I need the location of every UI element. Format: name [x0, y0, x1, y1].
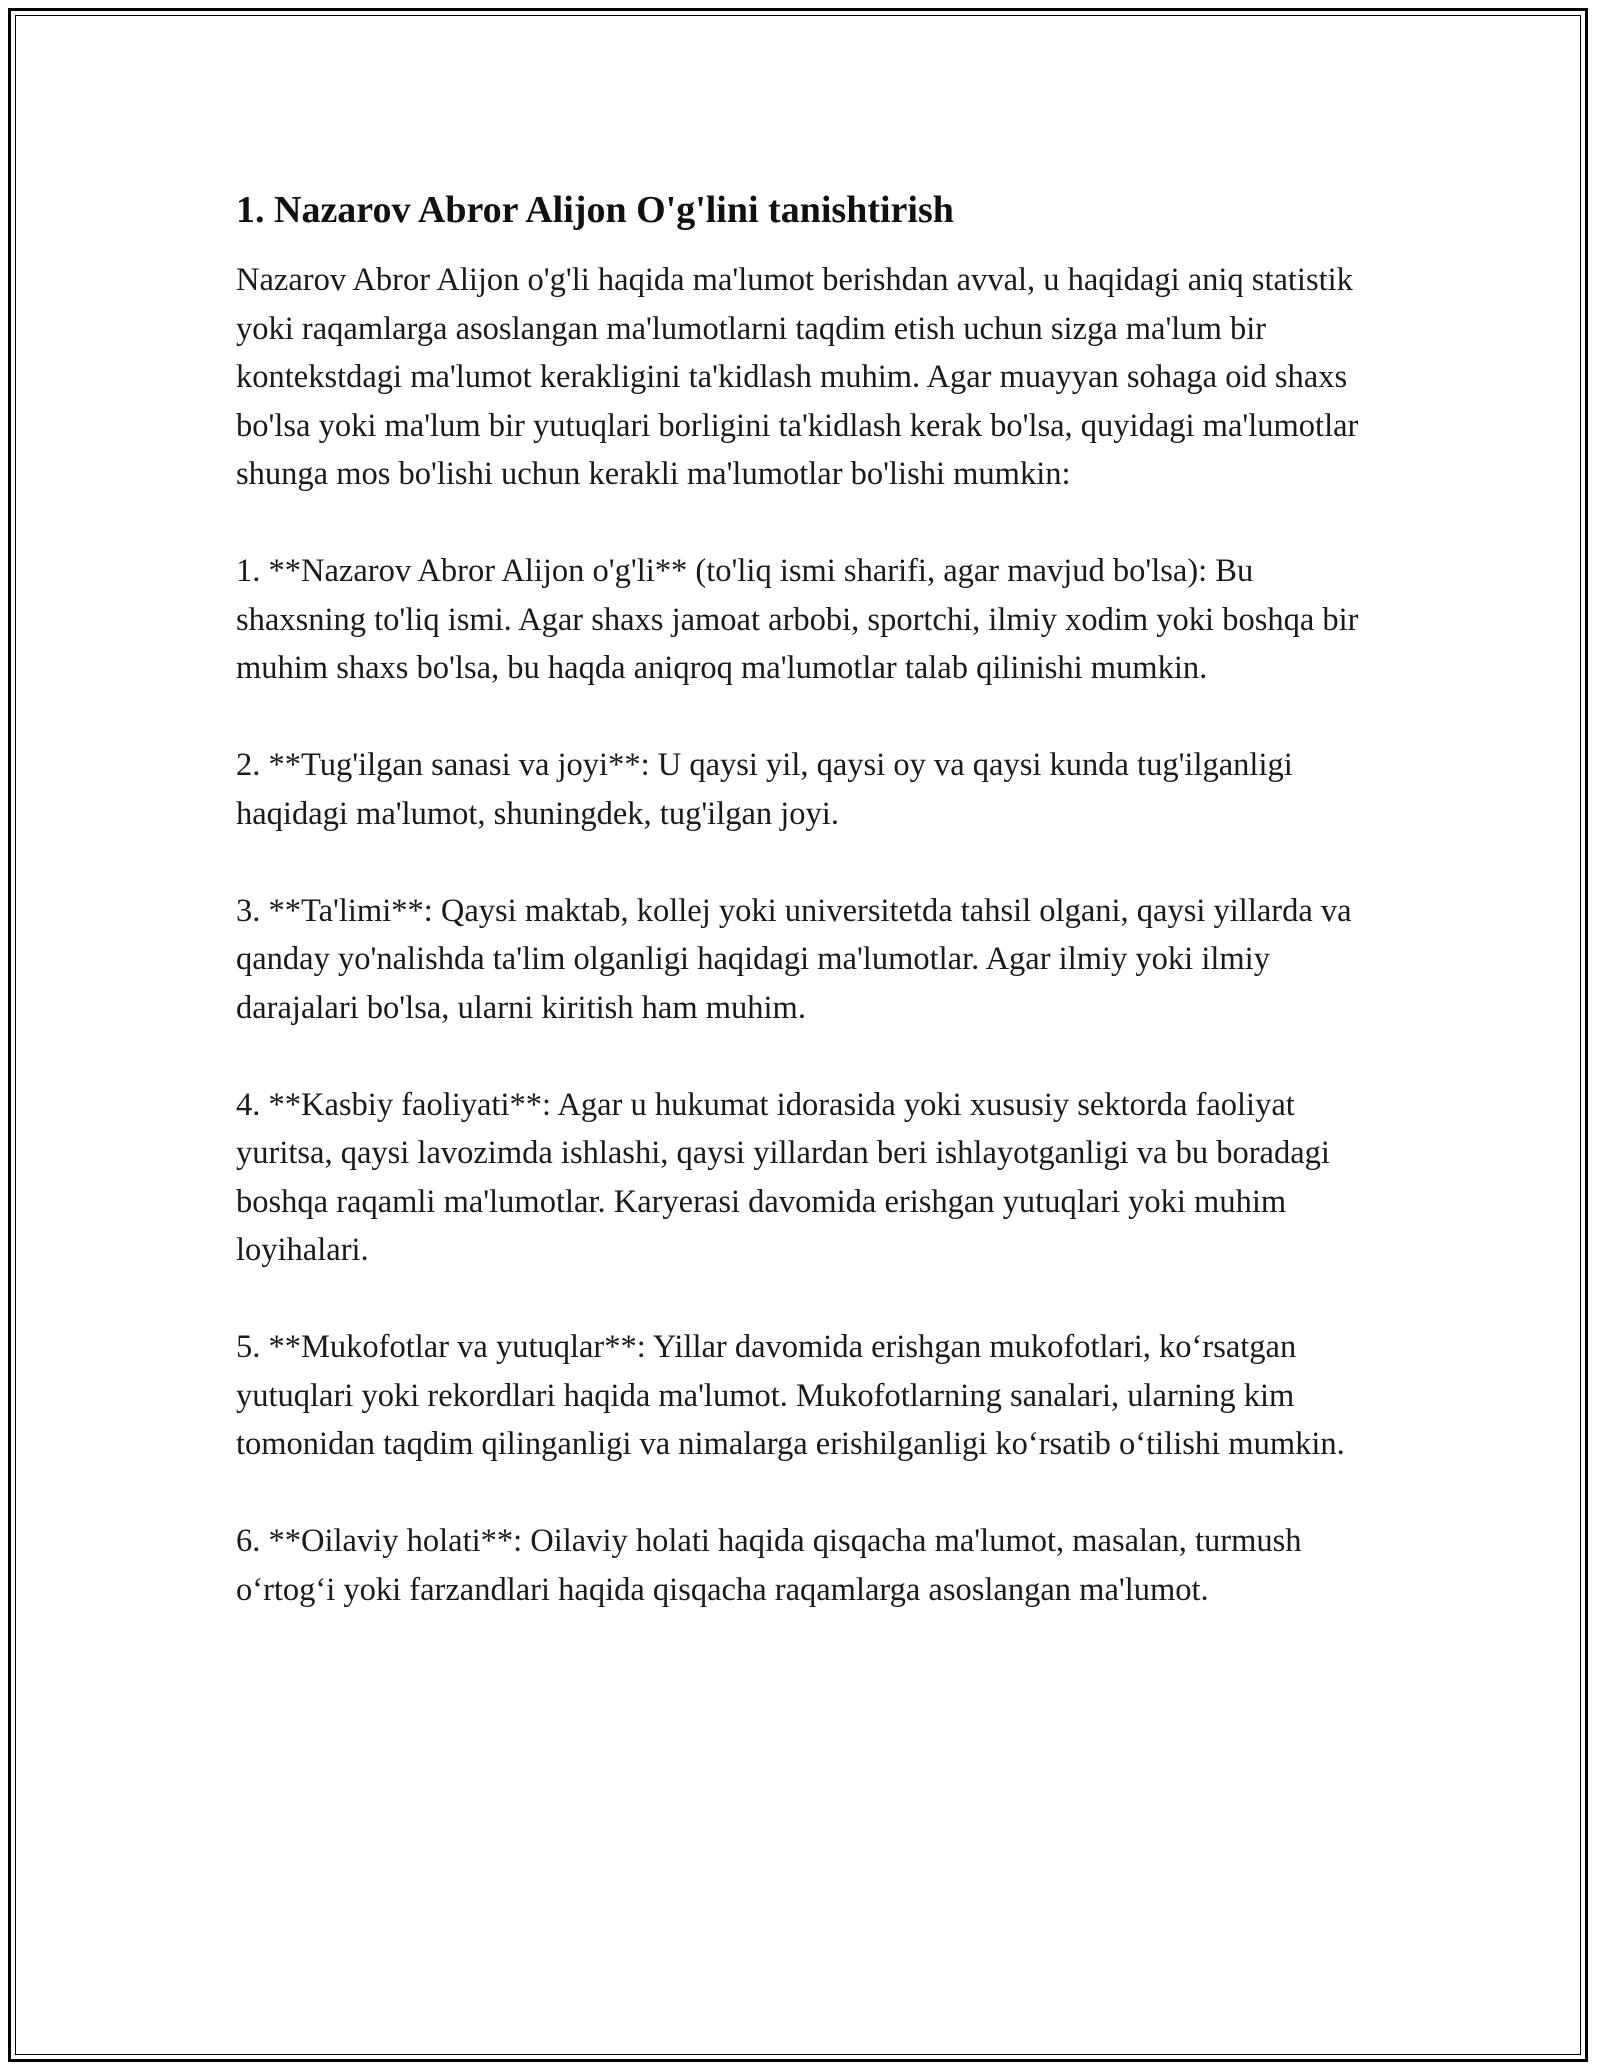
document-heading: 1. Nazarov Abror Alijon O'g'lini tanishtirish — [236, 189, 954, 231]
list-item-full-name: 1. **Nazarov Abror Alijon o'g'li** (to'liq ismi sharifi, agar mavjud bo'lsa): Bu shaxsning to'liq ismi. Agar shaxs jamoat arbobi, sportchi, ilmiy xodim yoki boshqa bir muhim shaxs bo'lsa, bu haqda aniqroq ma'lumotlar talab qilinishi mumkin. — [236, 553, 1359, 686]
list-item-career: 4. **Kasbiy faoliyati**: Agar u hukumat idorasida yoki xususiy sektorda faoliyat yuritsa, qaysi lavozimda ishlashi, qaysi yillardan beri ishlayotganligi va bu boradagi boshqa raqamli ma'lumotlar. Karyerasi davomida erishgan yutuqlari yoki muhim loyihalari. — [236, 1086, 1330, 1268]
list-item-birth: 2. **Tug'ilgan sanasi va joyi**: U qaysi yil, qaysi oy va qaysi kunda tug'ilganligi haqidagi ma'lumot, shuningdek, tug'ilgan joyi. — [236, 747, 1293, 832]
list-item-awards: 5. **Mukofotlar va yutuqlar**: Yillar davomida erishgan mukofotlari, ko‘rsatgan yutuqlari yoki rekordlari haqida ma'lumot. Mukofotlarning sanalari, ularning kim tomonidan taqdim qilinganligi va nimalarga erishilganligi ko‘rsatib o‘tilishi mumkin. — [236, 1329, 1345, 1462]
document-body — [236, 186, 1376, 1663]
list-item-education: 3. **Ta'limi**: Qaysi maktab, kollej yoki universitetda tahsil olgani, qaysi yillarda va qanday yo'nalishda ta'lim olganligi haqidagi ma'lumotlar. Agar ilmiy yoki ilmiy darajalari bo'lsa, ularni kiritish ham muhim. — [236, 892, 1352, 1026]
intro-paragraph: Nazarov Abror Alijon o'g'li haqida ma'lumot berishdan avval, u haqidagi aniq statistik yoki raqamlarga asoslangan ma'lumotlarni taqdim etish uchun sizga ma'lum bir kontekstdagi ma'lumot kerakligini ta'kidlash muhim. Agar muayyan sohaga oid shaxs bo'lsa yoki ma'lum bir yutuqlari borligini ta'kidlash kerak bo'lsa, quyidagi ma'lumotlar shunga mos bo'lishi uchun kerakli ma'lumotlar bo'lishi mumkin: — [236, 262, 1359, 492]
list-item-family: 6. **Oilaviy holati**: Oilaviy holati haqida qisqacha ma'lumot, masalan, turmush o‘rtog‘i yoki farzandlari haqida qisqacha raqamlarga asoslangan ma'lumot. — [236, 1523, 1302, 1608]
